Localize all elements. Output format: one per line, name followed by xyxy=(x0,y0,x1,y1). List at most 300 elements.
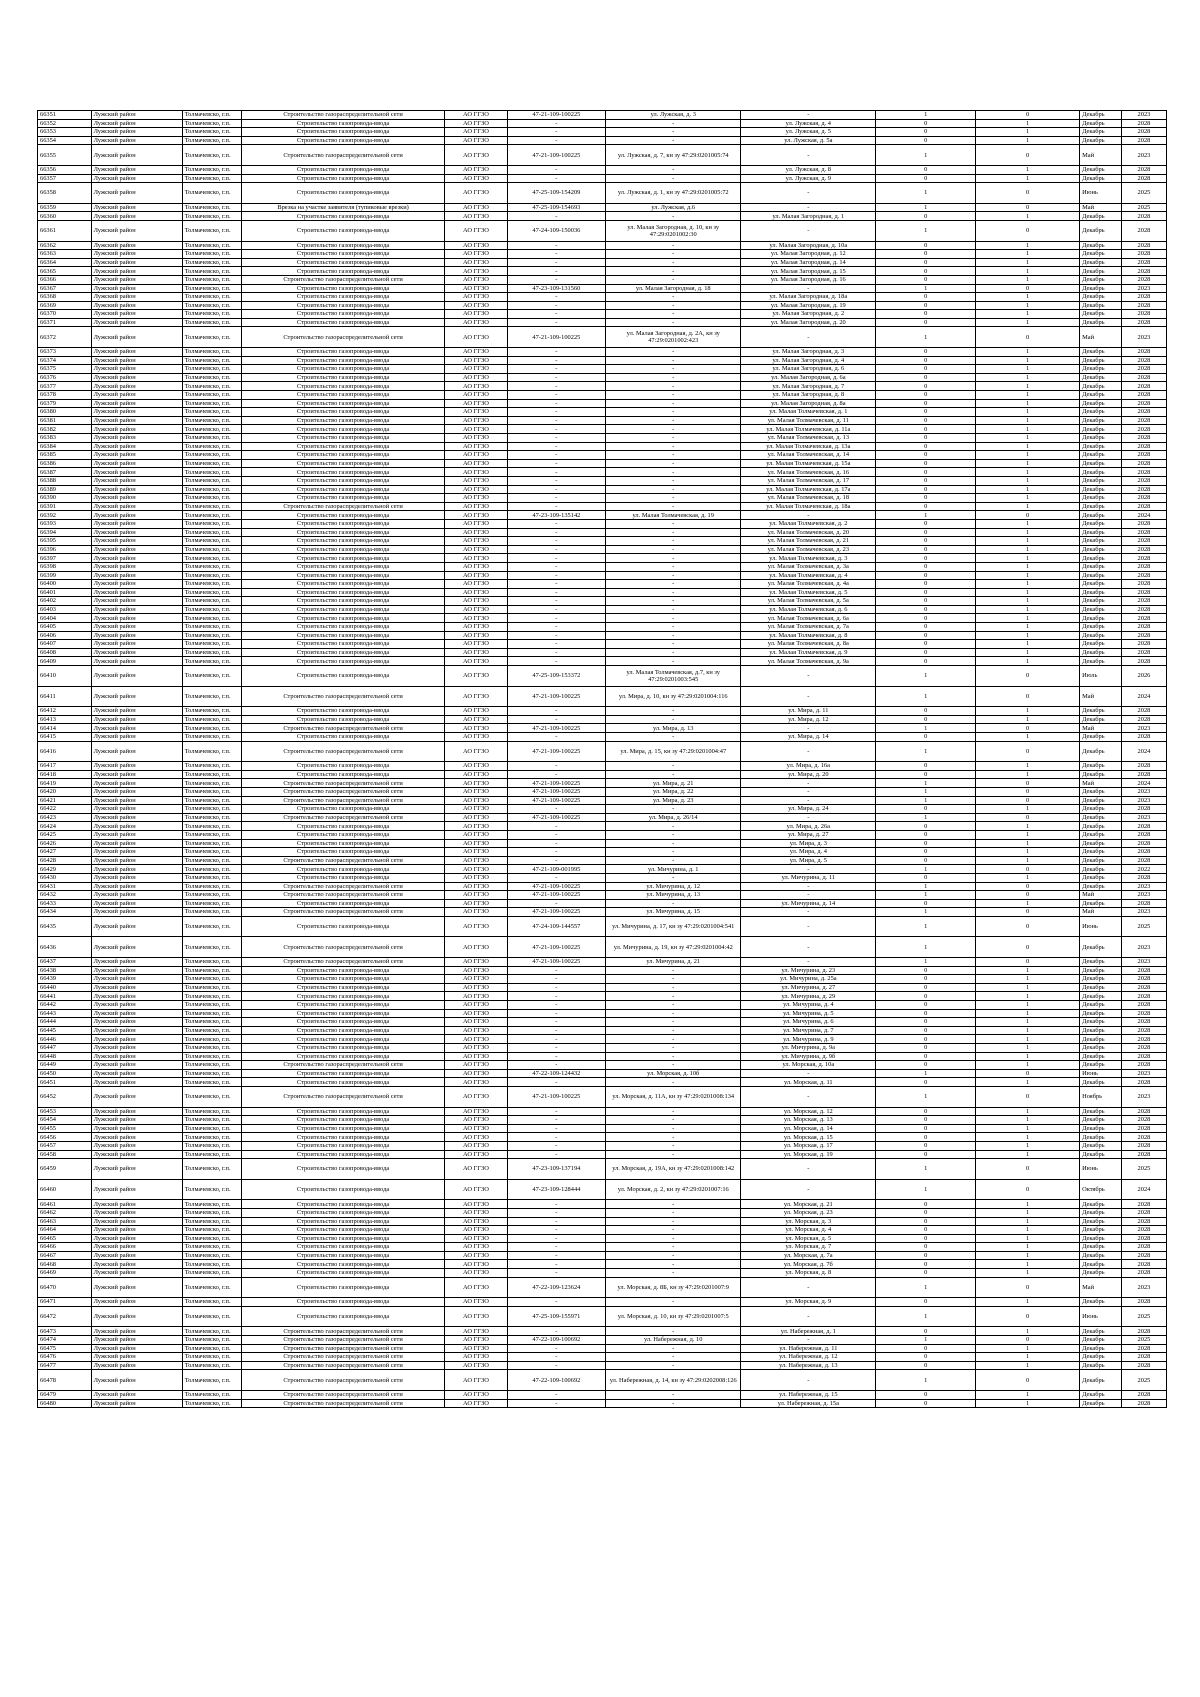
cell-work: Строительство газопровода-ввода xyxy=(241,1200,445,1209)
cell-year: 2028 xyxy=(1121,1061,1166,1070)
table-row xyxy=(38,502,1167,511)
cell-v2: 1 xyxy=(976,707,1080,716)
cell-year: 2028 xyxy=(1121,588,1166,597)
cell-year: 2028 xyxy=(1121,1269,1166,1278)
cell-year: 2028 xyxy=(1121,442,1166,451)
cell-district: Лужский район xyxy=(91,975,182,984)
table-row xyxy=(38,128,1167,137)
cell-addr2: ул. Малая Загородная, д. 12 xyxy=(741,250,876,259)
cell-v1: 0 xyxy=(876,1044,976,1053)
cell-work: Строительство газопровода-ввода xyxy=(241,267,445,276)
cell-id: 66374 xyxy=(38,356,92,365)
cell-addr1: - xyxy=(606,1026,741,1035)
cell-v2: 1 xyxy=(976,519,1080,528)
cell-settlement: Толмачевско, г.п. xyxy=(182,1061,241,1070)
cell-addr1: - xyxy=(606,399,741,408)
table-row xyxy=(38,856,1167,865)
cell-year: 2028 xyxy=(1121,425,1166,434)
cell-district: Лужский район xyxy=(91,391,182,400)
cell-v1: 1 xyxy=(876,145,976,166)
table-row xyxy=(38,908,1167,917)
cell-work: Строительство газопровода-ввода xyxy=(241,174,445,183)
cell-settlement: Толмачевско, г.п. xyxy=(182,365,241,374)
cell-id: 66383 xyxy=(38,434,92,443)
cell-id: 66352 xyxy=(38,119,92,128)
cell-month: Декабрь xyxy=(1080,318,1122,327)
cell-district: Лужский район xyxy=(91,1353,182,1362)
cell-district: Лужский район xyxy=(91,640,182,649)
cell-v2: 1 xyxy=(976,1107,1080,1116)
cell-org: АО ГГЗО xyxy=(445,1391,507,1400)
cell-month: Декабрь xyxy=(1080,822,1122,831)
cell-org: АО ГГЗО xyxy=(445,631,507,640)
cell-work: Строительство газопровода-ввода xyxy=(241,1159,445,1180)
cell-settlement: Толмачевско, г.п. xyxy=(182,813,241,822)
cell-district: Лужский район xyxy=(91,873,182,882)
cell-year: 2028 xyxy=(1121,128,1166,137)
cell-v2: 1 xyxy=(976,715,1080,724)
cell-id: 66480 xyxy=(38,1399,92,1408)
cell-month: Декабрь xyxy=(1080,267,1122,276)
cell-org: АО ГГЗО xyxy=(445,605,507,614)
cell-work: Строительство газораспределительной сети xyxy=(241,275,445,284)
cell-addr1: - xyxy=(606,1298,741,1307)
cell-district: Лужский район xyxy=(91,1061,182,1070)
cell-district: Лужский район xyxy=(91,707,182,716)
cell-addr2: ул. Мичурина, д. 5 xyxy=(741,1009,876,1018)
cell-month: Декабрь xyxy=(1080,1336,1122,1345)
cell-addr2: ул. Набережная, д. 13 xyxy=(741,1361,876,1370)
cell-org: АО ГГЗО xyxy=(445,293,507,302)
cell-org: АО ГГЗО xyxy=(445,416,507,425)
cell-v1: 0 xyxy=(876,1018,976,1027)
cell-district: Лужский район xyxy=(91,1298,182,1307)
cell-org: АО ГГЗО xyxy=(445,528,507,537)
cell-code: - xyxy=(507,614,606,623)
cell-addr1: - xyxy=(606,733,741,742)
cell-v1: 0 xyxy=(876,715,976,724)
cell-addr2: ул. Малая Толмачевская, д. 13 xyxy=(741,434,876,443)
cell-work: Строительство газопровода-ввода xyxy=(241,537,445,546)
cell-org: АО ГГЗО xyxy=(445,145,507,166)
cell-id: 66405 xyxy=(38,623,92,632)
cell-month: Декабрь xyxy=(1080,1124,1122,1133)
cell-year: 2028 xyxy=(1121,983,1166,992)
cell-id: 66404 xyxy=(38,614,92,623)
cell-settlement: Толмачевско, г.п. xyxy=(182,165,241,174)
cell-code: - xyxy=(507,267,606,276)
cell-settlement: Толмачевско, г.п. xyxy=(182,848,241,857)
cell-addr1: - xyxy=(606,657,741,666)
cell-year: 2028 xyxy=(1121,562,1166,571)
cell-district: Лужский район xyxy=(91,916,182,937)
cell-v2: 0 xyxy=(976,111,1080,120)
cell-district: Лужский район xyxy=(91,434,182,443)
cell-settlement: Толмачевско, г.п. xyxy=(182,451,241,460)
cell-id: 66459 xyxy=(38,1159,92,1180)
cell-v2: 1 xyxy=(976,545,1080,554)
cell-org: АО ГГЗО xyxy=(445,502,507,511)
cell-v1: 0 xyxy=(876,174,976,183)
cell-settlement: Толмачевско, г.п. xyxy=(182,1086,241,1107)
cell-org: АО ГГЗО xyxy=(445,1208,507,1217)
cell-year: 2024 xyxy=(1121,511,1166,520)
cell-v1: 0 xyxy=(876,580,976,589)
cell-month: Декабрь xyxy=(1080,451,1122,460)
cell-v1: 0 xyxy=(876,983,976,992)
cell-v1: 0 xyxy=(876,1298,976,1307)
cell-v2: 1 xyxy=(976,1133,1080,1142)
cell-work: Строительство газопровода-ввода xyxy=(241,258,445,267)
cell-v1: 0 xyxy=(876,614,976,623)
cell-settlement: Толмачевско, г.п. xyxy=(182,975,241,984)
cell-addr1: - xyxy=(606,136,741,145)
cell-addr1: - xyxy=(606,597,741,606)
cell-v2: 0 xyxy=(976,908,1080,917)
cell-settlement: Толмачевско, г.п. xyxy=(182,588,241,597)
table-row xyxy=(38,391,1167,400)
cell-addr1: - xyxy=(606,640,741,649)
cell-code: - xyxy=(507,605,606,614)
cell-month: Декабрь xyxy=(1080,631,1122,640)
cell-addr2: ул. Лужская, д. 5а xyxy=(741,136,876,145)
cell-settlement: Толмачевско, г.п. xyxy=(182,686,241,707)
cell-addr1: - xyxy=(606,805,741,814)
table-row xyxy=(38,787,1167,796)
cell-district: Лужский район xyxy=(91,686,182,707)
cell-work: Строительство газопровода-ввода xyxy=(241,241,445,250)
cell-addr2: ул. Набережная, д. 11 xyxy=(741,1344,876,1353)
cell-year: 2023 xyxy=(1121,937,1166,958)
cell-addr2: - xyxy=(741,203,876,212)
cell-v2: 0 xyxy=(976,327,1080,348)
cell-addr2: ул. Малая Загородная, д. 6а xyxy=(741,373,876,382)
cell-year: 2028 xyxy=(1121,434,1166,443)
cell-settlement: Толмачевско, г.п. xyxy=(182,1217,241,1226)
cell-work: Строительство газопровода-ввода xyxy=(241,365,445,374)
cell-v1: 0 xyxy=(876,707,976,716)
cell-addr2: ул. Малая Толмачевская, д. 11 xyxy=(741,416,876,425)
cell-org: АО ГГЗО xyxy=(445,805,507,814)
cell-id: 66458 xyxy=(38,1150,92,1159)
cell-id: 66376 xyxy=(38,373,92,382)
cell-work: Строительство газопровода-ввода xyxy=(241,212,445,221)
table-row xyxy=(38,1009,1167,1018)
cell-org: АО ГГЗО xyxy=(445,588,507,597)
cell-month: Декабрь xyxy=(1080,425,1122,434)
cell-v1: 0 xyxy=(876,275,976,284)
cell-code: - xyxy=(507,762,606,771)
cell-district: Лужский район xyxy=(91,212,182,221)
cell-work: Строительство газопровода-ввода xyxy=(241,631,445,640)
cell-settlement: Толмачевско, г.п. xyxy=(182,241,241,250)
cell-id: 66407 xyxy=(38,640,92,649)
cell-year: 2028 xyxy=(1121,356,1166,365)
cell-org: АО ГГЗО xyxy=(445,1251,507,1260)
cell-work: Строительство газопровода-ввода xyxy=(241,1277,445,1298)
cell-district: Лужский район xyxy=(91,502,182,511)
cell-org: АО ГГЗО xyxy=(445,899,507,908)
cell-settlement: Толмачевско, г.п. xyxy=(182,258,241,267)
cell-addr2: - xyxy=(741,220,876,241)
table-row xyxy=(38,318,1167,327)
cell-month: Декабрь xyxy=(1080,275,1122,284)
cell-year: 2028 xyxy=(1121,640,1166,649)
cell-addr1: - xyxy=(606,165,741,174)
cell-id: 66363 xyxy=(38,250,92,259)
cell-district: Лужский район xyxy=(91,119,182,128)
cell-settlement: Толмачевско, г.п. xyxy=(182,1035,241,1044)
cell-code: - xyxy=(507,657,606,666)
cell-org: АО ГГЗО xyxy=(445,1001,507,1010)
cell-district: Лужский район xyxy=(91,1269,182,1278)
table-row xyxy=(38,220,1167,241)
cell-v2: 0 xyxy=(976,203,1080,212)
cell-v2: 0 xyxy=(976,882,1080,891)
cell-settlement: Толмачевско, г.п. xyxy=(182,519,241,528)
cell-work: Строительство газопровода-ввода xyxy=(241,992,445,1001)
cell-year: 2028 xyxy=(1121,519,1166,528)
cell-month: Декабрь xyxy=(1080,1217,1122,1226)
cell-v1: 0 xyxy=(876,301,976,310)
cell-addr2: ул. Морская, д. 12 xyxy=(741,1107,876,1116)
cell-org: АО ГГЗО xyxy=(445,1344,507,1353)
cell-addr1: ул. Мира, д. 22 xyxy=(606,787,741,796)
cell-month: Декабрь xyxy=(1080,848,1122,857)
cell-year: 2028 xyxy=(1121,476,1166,485)
cell-addr2: ул. Мира, д. 12 xyxy=(741,715,876,724)
cell-month: Декабрь xyxy=(1080,502,1122,511)
cell-month: Декабрь xyxy=(1080,119,1122,128)
cell-v2: 1 xyxy=(976,1035,1080,1044)
table-row xyxy=(38,1124,1167,1133)
cell-org: АО ГГЗО xyxy=(445,128,507,137)
table-row xyxy=(38,1243,1167,1252)
cell-addr1: ул. Набережная, д. 10 xyxy=(606,1336,741,1345)
cell-year: 2028 xyxy=(1121,1141,1166,1150)
cell-year: 2023 xyxy=(1121,813,1166,822)
cell-v2: 0 xyxy=(976,741,1080,762)
cell-addr1: - xyxy=(606,707,741,716)
cell-addr2: ул. Малая Загородная, д. 18а xyxy=(741,293,876,302)
cell-id: 66410 xyxy=(38,666,92,687)
table-row xyxy=(38,365,1167,374)
cell-settlement: Толмачевско, г.п. xyxy=(182,882,241,891)
table-row xyxy=(38,779,1167,788)
cell-month: Декабрь xyxy=(1080,258,1122,267)
cell-v1: 0 xyxy=(876,318,976,327)
cell-district: Лужский район xyxy=(91,813,182,822)
table-row xyxy=(38,348,1167,357)
cell-month: Декабрь xyxy=(1080,1251,1122,1260)
cell-org: АО ГГЗО xyxy=(445,1234,507,1243)
cell-settlement: Толмачевско, г.п. xyxy=(182,666,241,687)
table-row xyxy=(38,916,1167,937)
cell-v1: 0 xyxy=(876,1052,976,1061)
cell-addr2: - xyxy=(741,1306,876,1327)
cell-org: АО ГГЗО xyxy=(445,822,507,831)
cell-v2: 1 xyxy=(976,992,1080,1001)
cell-v1: 0 xyxy=(876,640,976,649)
cell-addr2: ул. Морская, д. 9 xyxy=(741,1298,876,1307)
cell-year: 2028 xyxy=(1121,1217,1166,1226)
cell-month: Декабрь xyxy=(1080,476,1122,485)
table-row xyxy=(38,1217,1167,1226)
cell-settlement: Толмачевско, г.п. xyxy=(182,937,241,958)
cell-code: - xyxy=(507,434,606,443)
cell-work: Строительство газораспределительной сети xyxy=(241,891,445,900)
cell-month: Июнь xyxy=(1080,183,1122,204)
cell-work: Строительство газопровода-ввода xyxy=(241,284,445,293)
cell-org: АО ГГЗО xyxy=(445,408,507,417)
cell-code: 47-21-109-100225 xyxy=(507,327,606,348)
cell-code: 47-25-109-153372 xyxy=(507,666,606,687)
cell-v2: 1 xyxy=(976,580,1080,589)
cell-year: 2023 xyxy=(1121,1277,1166,1298)
cell-addr1: - xyxy=(606,1361,741,1370)
cell-addr1: ул. Морская, д. 8Б, кн зу 47:29:0201007:9 xyxy=(606,1277,741,1298)
cell-work: Строительство газопровода-ввода xyxy=(241,545,445,554)
cell-addr2: ул. Мира, д. 20 xyxy=(741,770,876,779)
cell-month: Декабрь xyxy=(1080,597,1122,606)
cell-district: Лужский район xyxy=(91,485,182,494)
cell-settlement: Толмачевско, г.п. xyxy=(182,399,241,408)
cell-work: Строительство газопровода-ввода xyxy=(241,623,445,632)
cell-month: Июнь xyxy=(1080,1159,1122,1180)
table-row xyxy=(38,1141,1167,1150)
cell-id: 66426 xyxy=(38,839,92,848)
cell-code: 47-23-109-131560 xyxy=(507,284,606,293)
cell-id: 66467 xyxy=(38,1251,92,1260)
cell-v1: 0 xyxy=(876,1243,976,1252)
cell-work: Строительство газопровода-ввода xyxy=(241,830,445,839)
cell-settlement: Толмачевско, г.п. xyxy=(182,250,241,259)
cell-addr2: ул. Малая Толмачевская, д. 4а xyxy=(741,580,876,589)
cell-id: 66435 xyxy=(38,916,92,937)
cell-v2: 0 xyxy=(976,1159,1080,1180)
cell-settlement: Толмачевско, г.п. xyxy=(182,1361,241,1370)
cell-code: - xyxy=(507,1124,606,1133)
cell-v2: 1 xyxy=(976,537,1080,546)
cell-year: 2023 xyxy=(1121,724,1166,733)
cell-id: 66440 xyxy=(38,983,92,992)
cell-id: 66452 xyxy=(38,1086,92,1107)
table-row xyxy=(38,588,1167,597)
cell-v1: 1 xyxy=(876,511,976,520)
cell-v1: 0 xyxy=(876,830,976,839)
cell-district: Лужский район xyxy=(91,318,182,327)
cell-district: Лужский район xyxy=(91,865,182,874)
table-row xyxy=(38,1116,1167,1125)
cell-v1: 0 xyxy=(876,476,976,485)
cell-id: 66437 xyxy=(38,958,92,967)
cell-v1: 0 xyxy=(876,873,976,882)
cell-id: 66466 xyxy=(38,1243,92,1252)
cell-v2: 0 xyxy=(976,686,1080,707)
cell-settlement: Толмачевско, г.п. xyxy=(182,174,241,183)
cell-org: АО ГГЗО xyxy=(445,382,507,391)
cell-work: Строительство газопровода-ввода xyxy=(241,128,445,137)
table-row xyxy=(38,301,1167,310)
cell-org: АО ГГЗО xyxy=(445,733,507,742)
cell-settlement: Толмачевско, г.п. xyxy=(182,327,241,348)
cell-code: - xyxy=(507,1061,606,1070)
cell-settlement: Толмачевско, г.п. xyxy=(182,733,241,742)
cell-addr1: - xyxy=(606,873,741,882)
cell-work: Строительство газопровода-ввода xyxy=(241,597,445,606)
cell-month: Декабрь xyxy=(1080,1116,1122,1125)
cell-work: Строительство газораспределительной сети xyxy=(241,787,445,796)
cell-id: 66411 xyxy=(38,686,92,707)
cell-code: 47-21-109-100225 xyxy=(507,724,606,733)
cell-v2: 0 xyxy=(976,220,1080,241)
cell-org: АО ГГЗО xyxy=(445,310,507,319)
cell-addr1: - xyxy=(606,310,741,319)
table-row xyxy=(38,511,1167,520)
cell-org: АО ГГЗО xyxy=(445,741,507,762)
cell-district: Лужский район xyxy=(91,822,182,831)
cell-addr1: - xyxy=(606,365,741,374)
cell-month: Декабрь xyxy=(1080,975,1122,984)
cell-id: 66402 xyxy=(38,597,92,606)
cell-code: - xyxy=(507,356,606,365)
cell-org: АО ГГЗО xyxy=(445,275,507,284)
cell-org: АО ГГЗО xyxy=(445,1277,507,1298)
cell-id: 66473 xyxy=(38,1327,92,1336)
cell-district: Лужский район xyxy=(91,882,182,891)
cell-work: Строительство газопровода-ввода xyxy=(241,605,445,614)
cell-addr1: - xyxy=(606,348,741,357)
cell-year: 2028 xyxy=(1121,623,1166,632)
cell-district: Лужский район xyxy=(91,408,182,417)
cell-v2: 1 xyxy=(976,1026,1080,1035)
cell-district: Лужский район xyxy=(91,1179,182,1200)
cell-id: 66469 xyxy=(38,1269,92,1278)
cell-settlement: Толмачевско, г.п. xyxy=(182,267,241,276)
cell-month: Декабрь xyxy=(1080,1370,1122,1391)
cell-id: 66438 xyxy=(38,966,92,975)
cell-district: Лужский район xyxy=(91,425,182,434)
cell-addr2: ул. Малая Загородная, д. 15 xyxy=(741,267,876,276)
cell-addr1: - xyxy=(606,623,741,632)
cell-id: 66351 xyxy=(38,111,92,120)
cell-addr2: ул. Мира, д. 5 xyxy=(741,856,876,865)
cell-addr2: ул. Малая Толмачевская, д. 3 xyxy=(741,554,876,563)
cell-year: 2025 xyxy=(1121,1370,1166,1391)
cell-settlement: Толмачевско, г.п. xyxy=(182,562,241,571)
cell-settlement: Толмачевско, г.п. xyxy=(182,1026,241,1035)
cell-addr2: ул. Мира, д. 4 xyxy=(741,848,876,857)
cell-addr2: - xyxy=(741,958,876,967)
cell-year: 2028 xyxy=(1121,839,1166,848)
cell-addr2: ул. Лужская, д. 5 xyxy=(741,128,876,137)
cell-org: АО ГГЗО xyxy=(445,1018,507,1027)
table-row xyxy=(38,537,1167,546)
cell-settlement: Толмачевско, г.п. xyxy=(182,416,241,425)
cell-addr1: - xyxy=(606,502,741,511)
cell-code: - xyxy=(507,1234,606,1243)
cell-v2: 1 xyxy=(976,241,1080,250)
cell-work: Строительство газопровода-ввода xyxy=(241,451,445,460)
cell-org: АО ГГЗО xyxy=(445,1243,507,1252)
cell-work: Строительство газопровода-ввода xyxy=(241,580,445,589)
cell-work: Строительство газопровода-ввода xyxy=(241,1009,445,1018)
table-row xyxy=(38,293,1167,302)
cell-addr1: - xyxy=(606,434,741,443)
cell-settlement: Толмачевско, г.п. xyxy=(182,865,241,874)
cell-addr1: - xyxy=(606,762,741,771)
cell-month: Декабрь xyxy=(1080,174,1122,183)
